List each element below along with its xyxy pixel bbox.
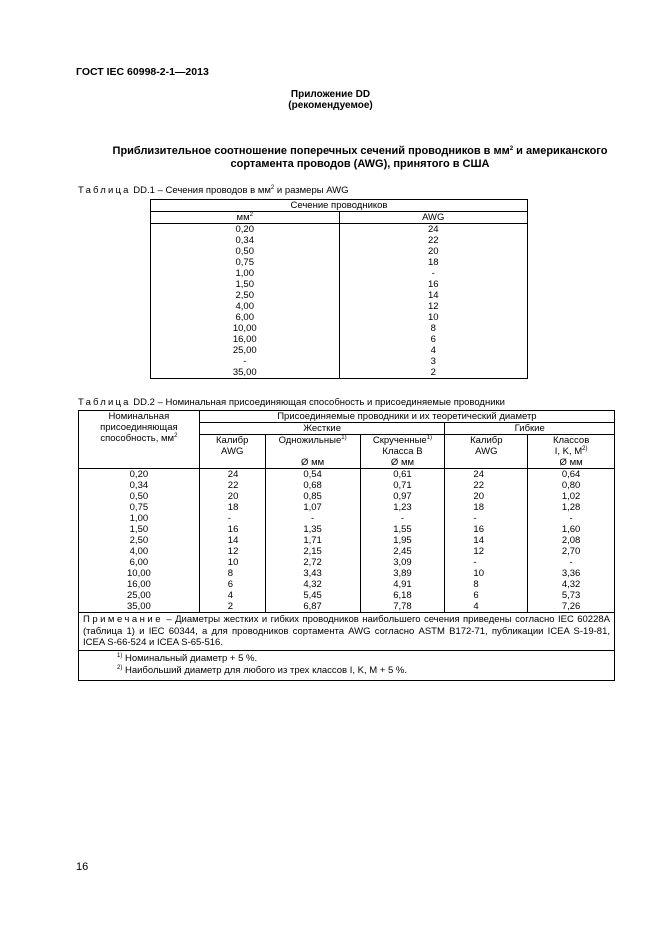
appendix-title: Приложение DD (290, 89, 371, 100)
cell-classes-diam: 1,02 (561, 491, 581, 502)
table2-header-solid: Одножильные$^{1)}$ Ø мм (265, 435, 360, 469)
cell-awg: 20 (427, 246, 439, 257)
standard-header: ГОСТ IEC 60998-2-1—2013 (76, 66, 209, 78)
cell-nominal: 1,00 (79, 513, 200, 524)
cell-classes-diam: 0,80 (561, 480, 581, 491)
cell-solid-diam: 3,43 (265, 568, 360, 579)
cell-awg-rigid: - (199, 513, 265, 524)
table2-header-nominal: Номинальная присоединяющая способность, $мм^2$ (79, 411, 200, 469)
cell-nominal: 1,50 (79, 524, 200, 535)
cell-nominal: 0,75 (79, 502, 200, 513)
cell-awg: 4 (430, 345, 436, 356)
cell-classes-diam: 1,28 (561, 502, 581, 513)
table1-caption-text: DD.1 – Сечения проводов в мм (130, 185, 271, 196)
cell-awg-rigid: 18 (199, 502, 265, 513)
table2-header-stranded: Скрученные$^{1)}$ Класса В Ø мм (360, 435, 445, 469)
main-title-line1-end: и американского (513, 145, 608, 157)
table1-group-header: Сечение проводников (151, 200, 528, 212)
cell-awg-rigid: 22 (199, 480, 265, 491)
cell-awg-flexible: 4 (445, 601, 528, 613)
cell-mm2: 0,20 (151, 224, 340, 236)
table2-caption-label: Таблица (78, 397, 131, 408)
cell-classes-diam: - (569, 557, 573, 568)
table-row (79, 601, 615, 613)
table-row (79, 480, 615, 491)
cell-solid-diam: 1,35 (265, 524, 360, 535)
cell-classes-diam: 0,64 (561, 469, 581, 480)
cell-awg: 16 (427, 279, 439, 290)
table-row (151, 235, 528, 246)
table-row (79, 557, 615, 568)
cell-awg: 8 (430, 323, 436, 334)
cell-stranded-diam: - (360, 513, 445, 524)
cell-stranded-diam: 4,91 (360, 579, 445, 590)
cell-awg-flexible: 18 (445, 502, 528, 513)
cell-classes-diam: 3,36 (561, 568, 581, 579)
cell-mm2: 1,50 (151, 279, 340, 290)
table-row (151, 301, 528, 312)
cell-awg-flexible: 12 (445, 546, 528, 557)
cell-awg-flexible: 16 (445, 524, 528, 535)
table1-col-awg: AWG (339, 212, 528, 224)
cell-solid-diam: 0,68 (265, 480, 360, 491)
table2 (78, 410, 615, 681)
table1-caption-sup: 2 (270, 185, 275, 191)
cell-awg-flexible: 22 (445, 480, 528, 491)
cell-nominal: 0,20 (79, 469, 200, 481)
cell-classes-diam: 7,26 (561, 601, 581, 612)
cell-stranded-diam: 2,45 (360, 546, 445, 557)
table2-footnotes (79, 650, 615, 680)
cell-nominal: 25,00 (79, 590, 200, 601)
cell-solid-diam: 5,45 (265, 590, 360, 601)
table-row (79, 579, 615, 590)
cell-classes-diam: 2,70 (561, 546, 581, 557)
cell-stranded-diam: 6,18 (360, 590, 445, 601)
cell-mm2: 0,50 (151, 246, 340, 257)
table-row (151, 224, 528, 236)
table1 (150, 199, 528, 379)
cell-stranded-diam: 0,61 (360, 469, 445, 481)
table-row (79, 535, 615, 546)
appendix-subtitle: (рекомендуемое) (288, 100, 373, 111)
cell-mm2: 25,00 (151, 345, 340, 356)
cell-mm2: 4,00 (151, 301, 340, 312)
table-row (151, 279, 528, 290)
cell-awg: 24 (427, 224, 439, 235)
table-row (151, 345, 528, 356)
table2-caption-text: DD.2 – Номинальная присоединяющая способность и присоединяемые проводники (130, 397, 505, 408)
cell-nominal: 6,00 (79, 557, 200, 568)
cell-stranded-diam: 7,78 (360, 601, 445, 613)
main-title (90, 145, 630, 171)
cell-mm2: 10,00 (151, 323, 340, 334)
cell-awg-flexible: 8 (445, 579, 528, 590)
cell-mm2: - (151, 356, 340, 367)
cell-awg-flexible: 20 (445, 491, 528, 502)
cell-classes-diam: 5,73 (561, 590, 581, 601)
table-row (79, 513, 615, 524)
cell-mm2: 0,34 (151, 235, 340, 246)
cell-stranded-diam: 3,09 (360, 557, 445, 568)
cell-awg-rigid: 16 (199, 524, 265, 535)
cell-awg-rigid: 6 (199, 579, 265, 590)
footnote-2: $^{2)}$ Наибольший диаметр для любого из трех классов I, K, M + 5 %. (117, 664, 408, 676)
cell-classes-diam: 4,32 (561, 579, 581, 590)
main-title-line1: Приблизительное соотношение поперечных сечений проводников в мм (112, 145, 510, 157)
note-label: Примечание (83, 614, 163, 625)
table2-header-group: Присоединяемые проводники и их теоретический диаметр (199, 411, 614, 423)
cell-stranded-diam: 0,71 (360, 480, 445, 491)
cell-awg-rigid: 2 (199, 601, 265, 613)
cell-nominal: 0,34 (79, 480, 200, 491)
cell-awg-rigid: 4 (199, 590, 265, 601)
cell-awg-flexible: 10 (445, 568, 528, 579)
cell-stranded-diam: 3,89 (360, 568, 445, 579)
footnote-1: $^{1)}$ Номинальный диаметр + 5 %. (117, 652, 258, 664)
cell-awg: 6 (430, 334, 436, 345)
cell-awg-rigid: 12 (199, 546, 265, 557)
table2-header-rigid: Жесткие (199, 423, 445, 435)
table2-header-flexible: Гибкие (445, 423, 615, 435)
page-number: 16 (76, 861, 89, 873)
cell-mm2: 35,00 (151, 367, 340, 379)
cell-solid-diam: 0,85 (265, 491, 360, 502)
cell-awg-flexible: - (445, 557, 528, 568)
appendix-heading (0, 89, 661, 111)
cell-stranded-diam: 1,95 (360, 535, 445, 546)
cell-nominal: 16,00 (79, 579, 200, 590)
cell-solid-diam: - (265, 513, 360, 524)
cell-solid-diam: 0,54 (265, 469, 360, 481)
table-row (79, 491, 615, 502)
table-row (151, 367, 528, 379)
main-title-sup: 2 (509, 146, 514, 152)
cell-awg: 18 (427, 257, 439, 268)
cell-nominal: 35,00 (79, 601, 200, 613)
cell-awg: 14 (427, 290, 439, 301)
cell-solid-diam: 6,87 (265, 601, 360, 613)
cell-awg-flexible: 6 (445, 590, 528, 601)
cell-nominal: 4,00 (79, 546, 200, 557)
cell-awg-rigid: 20 (199, 491, 265, 502)
table-row (151, 268, 528, 279)
cell-awg-rigid: 8 (199, 568, 265, 579)
cell-stranded-diam: 1,55 (360, 524, 445, 535)
cell-nominal: 10,00 (79, 568, 200, 579)
cell-awg: 22 (427, 235, 439, 246)
cell-awg: 12 (427, 301, 439, 312)
table-row (151, 290, 528, 301)
cell-awg: 3 (430, 356, 436, 367)
table2-caption (78, 397, 505, 408)
table1-caption-rest: и размеры AWG (274, 185, 349, 196)
cell-solid-diam: 1,07 (265, 502, 360, 513)
note-text: – Диаметры жестких и гибких проводников наибольшего сечения приведены согласно IEC 60228A (таблица 1) и IEC 60344, а для проводников сортамента AWG согласно ASTM B172-71, публикации ICEA S-19-81, ICEA S-66-524 и ICEA S-65-516. (83, 614, 610, 648)
cell-mm2: 0,75 (151, 257, 340, 268)
table1-caption (78, 185, 349, 196)
cell-nominal: 0,50 (79, 491, 200, 502)
table-row (79, 524, 615, 535)
table1-col-mm: $мм^2$ (151, 212, 340, 224)
cell-classes-diam: - (569, 513, 573, 524)
cell-awg-flexible: 24 (445, 469, 528, 481)
cell-awg-flexible: - (445, 513, 528, 524)
cell-awg-flexible: 14 (445, 535, 528, 546)
table2-header-caliber-rigid: Калибр AWG (199, 435, 265, 469)
cell-solid-diam: 4,32 (265, 579, 360, 590)
table-row (151, 257, 528, 268)
table-row (151, 323, 528, 334)
cell-awg: - (431, 268, 435, 279)
cell-awg-rigid: 24 (199, 469, 265, 481)
cell-solid-diam: 1,71 (265, 535, 360, 546)
cell-awg-rigid: 10 (199, 557, 265, 568)
cell-stranded-diam: 1,23 (360, 502, 445, 513)
cell-solid-diam: 2,72 (265, 557, 360, 568)
table-row (79, 590, 615, 601)
table-row (151, 356, 528, 367)
table-row (79, 546, 615, 557)
table-row (151, 334, 528, 345)
cell-awg-rigid: 14 (199, 535, 265, 546)
cell-nominal: 2,50 (79, 535, 200, 546)
cell-stranded-diam: 0,97 (360, 491, 445, 502)
cell-awg: 2 (430, 367, 436, 378)
table-row (79, 469, 615, 481)
table1-caption-label: Таблица (78, 185, 131, 196)
table-row (151, 246, 528, 257)
table-row (79, 502, 615, 513)
table-row (151, 312, 528, 323)
table-row (79, 568, 615, 579)
cell-mm2: 1,00 (151, 268, 340, 279)
cell-mm2: 16,00 (151, 334, 340, 345)
cell-awg: 10 (427, 312, 439, 323)
cell-classes-diam: 2,08 (561, 535, 581, 546)
cell-mm2: 6,00 (151, 312, 340, 323)
table2-note (79, 613, 615, 651)
cell-classes-diam: 1,60 (561, 524, 581, 535)
cell-mm2: 2,50 (151, 290, 340, 301)
table2-header-caliber-flexible: Калибр AWG (445, 435, 528, 469)
main-title-line2: сортамента проводов (AWG), принятого в США (230, 158, 490, 170)
cell-solid-diam: 2,15 (265, 546, 360, 557)
table2-header-classes: Классов I, K, $M^{2)}$ Ø мм (528, 435, 615, 469)
